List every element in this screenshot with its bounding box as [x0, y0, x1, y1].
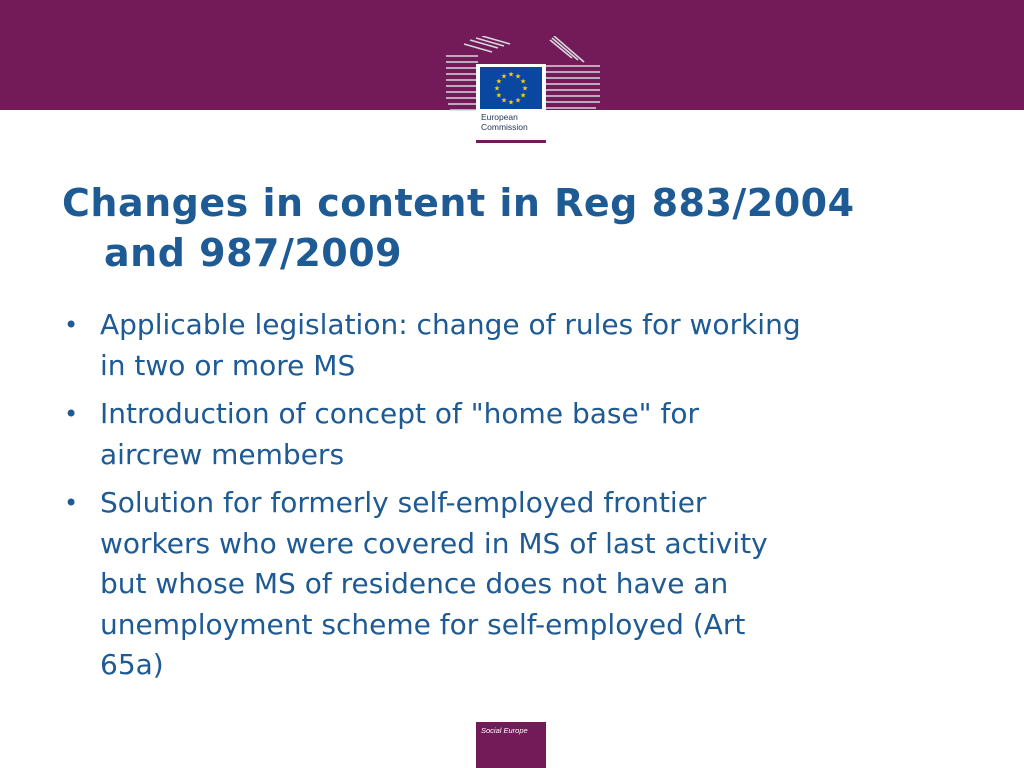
bullet-item — [62, 483, 982, 686]
bullet-text-line: Introduction of concept of "home base" for — [100, 397, 699, 430]
slide-title — [62, 178, 982, 278]
eu-star-icon: ★ — [495, 77, 503, 86]
bullet-item — [62, 394, 982, 475]
eu-star-icon: ★ — [493, 84, 501, 93]
bullet-text-line: Solution for formerly self-employed frontier — [100, 486, 707, 519]
social-europe-badge — [476, 722, 546, 768]
logo-panel — [476, 64, 546, 144]
eu-star-icon: ★ — [521, 84, 529, 93]
eu-star-icon: ★ — [507, 70, 515, 79]
logo-text-line1: European — [481, 112, 518, 122]
bullet-text-line: workers who were covered in MS of last activity — [100, 526, 768, 560]
eu-star-icon: ★ — [500, 72, 508, 81]
eu-star-icon: ★ — [519, 77, 527, 86]
bullet-text-line: but whose MS of residence does not have an — [100, 567, 729, 600]
bullet-text-line: 65a) — [100, 648, 164, 681]
bullet-dot-icon: • — [64, 400, 79, 428]
eu-star-icon: ★ — [495, 91, 503, 100]
bullet-item — [62, 305, 982, 386]
logo-text-line2: Commission — [481, 122, 528, 132]
eu-star-icon: ★ — [519, 91, 527, 100]
eu-star-icon: ★ — [507, 98, 515, 107]
bullet-text-line: in two or more MS — [100, 348, 356, 382]
eu-star-icon: ★ — [514, 96, 522, 105]
bullet-dot-icon: • — [64, 311, 79, 339]
slide-title-line: and 987/2009 — [104, 231, 403, 275]
bullet-text-line: aircrew members — [100, 437, 345, 471]
bullet-text-line: Applicable legislation: change of rules for working — [100, 308, 801, 341]
eu-flag-icon — [480, 67, 542, 109]
eu-star-icon: ★ — [500, 96, 508, 105]
social-europe-label: Social Europe — [481, 726, 528, 735]
bullet-list — [62, 305, 982, 694]
logo-text — [481, 112, 545, 132]
eu-star-icon: ★ — [514, 72, 522, 81]
slide-title-line: Changes in content in Reg 883/2004 — [62, 181, 855, 225]
logo-underline — [476, 140, 546, 143]
bullet-dot-icon: • — [64, 489, 79, 517]
european-commission-logo — [446, 36, 602, 144]
bullet-text-line: unemployment scheme for self-employed (Art — [100, 607, 746, 641]
eu-stars-icon — [480, 67, 542, 109]
